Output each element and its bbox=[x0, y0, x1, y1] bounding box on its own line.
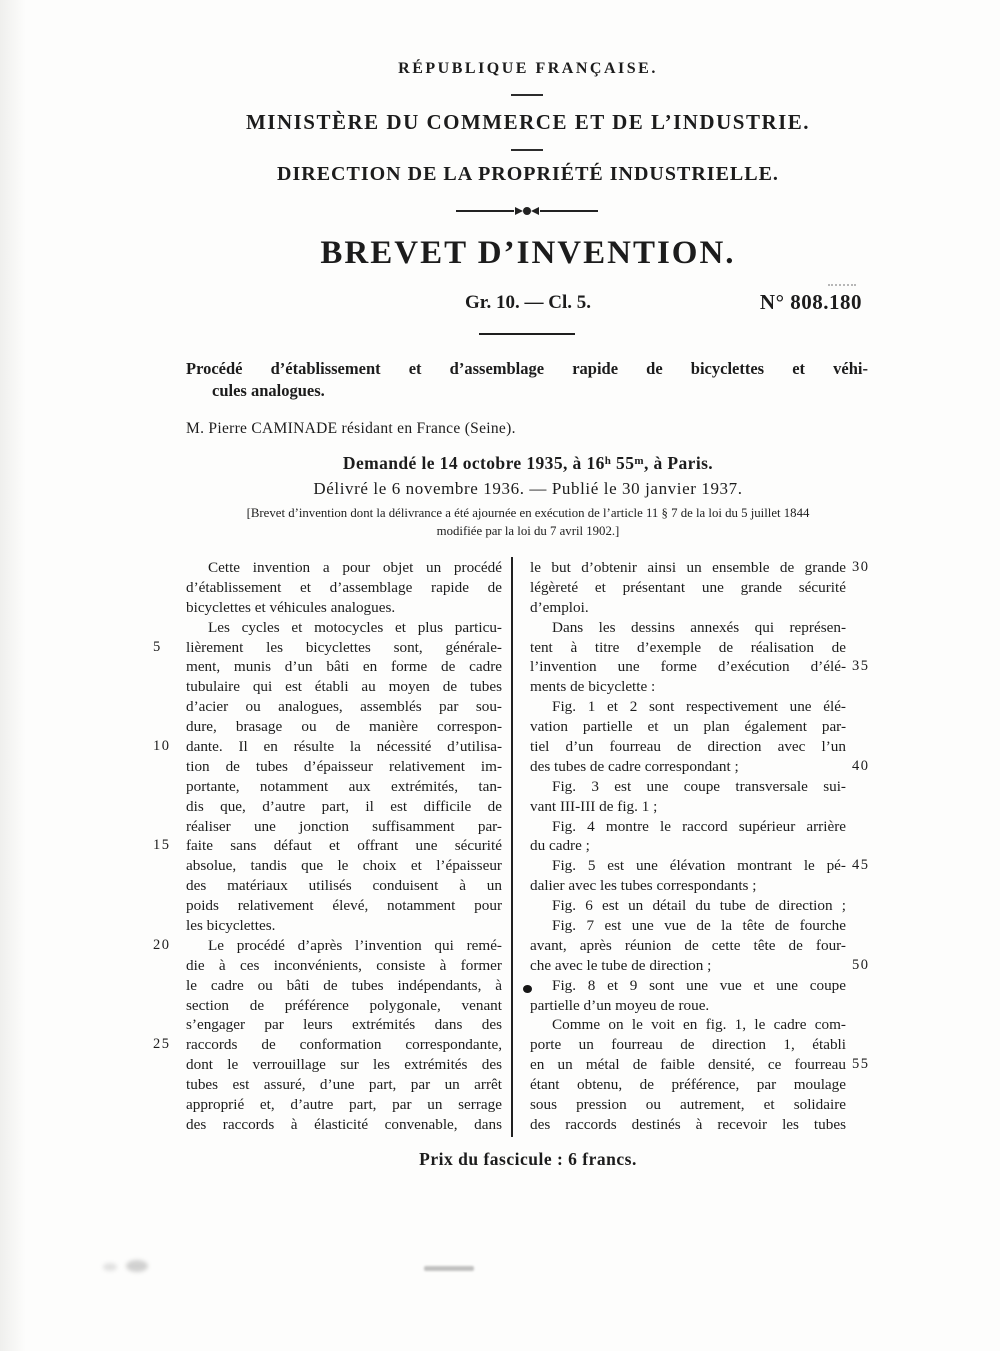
body-line-text: Dans les dessins annexés qui représen- bbox=[552, 618, 846, 636]
margin-line-number: 20 bbox=[153, 936, 171, 953]
body-line bbox=[186, 1115, 502, 1135]
body-line-text: Fig. 5 est une élévation montrant le pé- bbox=[552, 857, 846, 875]
body-line-text: vant III-III de fig. 1 ; bbox=[530, 797, 658, 815]
body-line-text: dante. Il en résulte la nécessité d’utilisa- bbox=[186, 738, 502, 756]
body-line bbox=[530, 1075, 846, 1095]
body-line bbox=[530, 856, 870, 876]
body-line bbox=[530, 697, 846, 717]
margin-line-number: 30 bbox=[852, 559, 870, 575]
body-line bbox=[186, 1055, 502, 1075]
ornament-bar bbox=[456, 210, 514, 212]
body-line bbox=[186, 956, 502, 976]
body-line-text: tent à titre d’exemple de réalisation de bbox=[530, 638, 846, 656]
body-line bbox=[530, 618, 846, 638]
body-line-text: tubulaire qui est établi au moyen de tubes bbox=[186, 678, 502, 696]
body-line-text: du cadre ; bbox=[530, 837, 590, 855]
body-line bbox=[186, 876, 502, 896]
margin-line-number: 40 bbox=[852, 757, 870, 774]
margin-line-number: 15 bbox=[153, 837, 171, 854]
body-line bbox=[530, 638, 846, 658]
body-line-text: réaliser une jonction suffisamment par- bbox=[186, 817, 502, 835]
body-line bbox=[186, 757, 502, 777]
invention-title-line1: Procédé d’établissement et d’assemblage rapide de bicyclettes et véhi- bbox=[186, 359, 868, 378]
body-line-text: tubes est assuré, d’une part, par un arrêt bbox=[186, 1076, 502, 1094]
body-line bbox=[186, 916, 502, 936]
body-line-text: ment, munis d’un bâti en forme de cadre bbox=[186, 658, 502, 676]
body-line bbox=[186, 717, 502, 737]
patent-number: N° 808.180 bbox=[759, 290, 862, 314]
body-line bbox=[530, 677, 846, 697]
body-line-text: le but d’obtenir ainsi un ensemble de grande bbox=[530, 559, 846, 576]
body-line-text: porte un fourreau de direction 1, établi bbox=[530, 1036, 846, 1054]
body-line-text: dure, brasage ou de manière correspon- bbox=[186, 718, 502, 736]
ministry-heading: MINISTÈRE DU COMMERCE ET DE L’INDUSTRIE. bbox=[245, 110, 811, 134]
body-right-column bbox=[530, 558, 870, 1135]
classification-row bbox=[56, 292, 1000, 314]
body-line bbox=[186, 896, 502, 916]
margin-line-number: 55 bbox=[852, 1056, 870, 1073]
body-line-text: raccords de conformation correspondante, bbox=[186, 1036, 502, 1054]
body-line-text: Fig. 7 est une vue de la tête de fourche bbox=[552, 917, 846, 935]
body-line bbox=[186, 777, 502, 797]
body-line-text: Fig. 8 et 9 sont une vue et une coupe bbox=[552, 976, 846, 994]
body-line-text: tion de tubes d’épaisseur relativement im- bbox=[186, 757, 502, 775]
body-line-text: die à ces inconvénients, consiste à former bbox=[186, 956, 502, 974]
body-line bbox=[530, 777, 846, 797]
body-line-text: absolue, tandis que le choix et l’épaisseur bbox=[186, 857, 502, 875]
price-line: Prix du fascicule : 6 francs. bbox=[419, 1149, 637, 1169]
body-line bbox=[186, 618, 502, 638]
body-line bbox=[530, 717, 846, 737]
invention-title-line2: cules analogues. bbox=[212, 380, 325, 400]
body-line bbox=[186, 578, 502, 598]
body-line-text: section de préférence polygonale, venant bbox=[186, 996, 502, 1014]
body-line bbox=[530, 657, 870, 677]
body-line bbox=[186, 1015, 502, 1035]
body-line bbox=[186, 598, 502, 618]
margin-line-number: 45 bbox=[852, 857, 870, 874]
grant-publication-line: Délivré le 6 novembre 1936. — Publié le 30 janvier 1937. bbox=[313, 479, 743, 498]
body-line-text: Fig. 4 montre le raccord supérieur arrière bbox=[552, 817, 846, 835]
body-line bbox=[153, 1035, 502, 1055]
body-line-text: Les cycles et motocycles et plus particu- bbox=[208, 618, 502, 636]
body-line bbox=[530, 558, 870, 578]
body-line bbox=[186, 1075, 502, 1095]
applicant-line: M. Pierre CAMINADE résidant en France (Seine). bbox=[186, 420, 516, 437]
body-line bbox=[153, 836, 502, 856]
body-line-text: des raccords destinés à recevoir les tubes bbox=[530, 1115, 846, 1133]
scan-artifact bbox=[424, 1266, 474, 1271]
body-line-text: dalier avec les tubes correspondants ; bbox=[530, 877, 757, 895]
body-line bbox=[530, 1115, 846, 1135]
body-line-text: faite sans défaut et offrant une sécurité bbox=[186, 837, 502, 855]
body-line-text: vation partielle et un plan également par- bbox=[530, 718, 846, 736]
scan-artifact bbox=[828, 284, 856, 286]
body-line bbox=[530, 916, 846, 936]
body-line-text: Le procédé d’après l’invention qui remé- bbox=[208, 936, 502, 954]
body-line-text: avant, après réunion de cette tête de four- bbox=[530, 936, 846, 954]
body-line bbox=[530, 578, 846, 598]
divider-rule bbox=[511, 149, 543, 151]
filing-date-text: 55 bbox=[611, 453, 635, 473]
legal-note-line2: modifiée par la loi du 7 avril 1902.] bbox=[436, 523, 620, 538]
body-line-text: dont le verrouillage sur les extrémités des bbox=[186, 1056, 502, 1074]
body-line bbox=[530, 876, 846, 896]
body-line-text: les bicyclettes. bbox=[186, 917, 276, 935]
body-line bbox=[186, 558, 502, 578]
filing-date-line bbox=[56, 453, 1000, 474]
body-line-text: le cadre ou bâti de tubes indépendants, à bbox=[186, 976, 502, 994]
body-line bbox=[530, 1055, 870, 1075]
body-line bbox=[530, 836, 846, 856]
margin-line-number: 5 bbox=[153, 638, 162, 655]
body-line-text: tiel d’un fourreau de direction avec l’un bbox=[530, 738, 846, 756]
body-line-text: l’invention une forme d’exécution d’élé- bbox=[530, 658, 846, 676]
body-line-text: Fig. 6 est un détail du tube de direction ; bbox=[552, 897, 846, 915]
filing-date-text: , à Paris. bbox=[643, 453, 714, 473]
body-line-text: d’acier ou analogues, assemblés par sou- bbox=[186, 698, 502, 716]
column-divider-rule bbox=[511, 557, 513, 1137]
legal-note bbox=[56, 505, 1000, 540]
body-line bbox=[530, 936, 846, 956]
superscript-m: m bbox=[634, 455, 644, 467]
body-line-text: Comme on le voit en fig. 1, le cadre com- bbox=[552, 1016, 846, 1034]
body-line bbox=[530, 996, 846, 1016]
margin-line-number: 10 bbox=[153, 738, 171, 755]
document-type-title: BREVET D’INVENTION. bbox=[320, 235, 736, 271]
invention-title bbox=[186, 358, 868, 401]
body-line-text: poids relativement élevé, notamment pour bbox=[186, 897, 502, 915]
body-line bbox=[530, 956, 870, 976]
right-arrow-ornament-icon bbox=[515, 207, 523, 215]
body-line bbox=[153, 936, 502, 956]
superscript-h: h bbox=[604, 455, 612, 467]
left-arrow-ornament-icon bbox=[531, 207, 539, 215]
body-line-text: Fig. 1 et 2 sont respectivement une élé- bbox=[552, 698, 846, 716]
body-line bbox=[530, 1095, 846, 1115]
body-line bbox=[530, 757, 870, 777]
body-line bbox=[186, 657, 502, 677]
body-line bbox=[186, 677, 502, 697]
body-line-text: Fig. 3 est une coupe transversale sui- bbox=[552, 777, 846, 795]
body-line-text: des tubes de cadre correspondant ; bbox=[530, 757, 739, 775]
body-line-text: en un métal de faible densité, ce fourreau bbox=[530, 1056, 846, 1074]
body-line-text: approprié et, d’autre part, par un serrage bbox=[186, 1096, 502, 1114]
body-line bbox=[530, 1035, 846, 1055]
body-line bbox=[186, 1095, 502, 1115]
body-line bbox=[186, 856, 502, 876]
filing-date-text: Demandé le 14 octobre 1935, à 16 bbox=[342, 453, 605, 473]
dot-ornament-icon bbox=[523, 207, 531, 215]
body-line-text: des raccords à élasticité convenable, dans bbox=[186, 1115, 502, 1133]
body-line-text: d’établissement et d’assemblage rapide de bbox=[186, 578, 502, 596]
body-line-text: s’engager par leurs extrémités dans des bbox=[186, 1016, 502, 1034]
divider-rule bbox=[479, 333, 575, 335]
body-line bbox=[530, 797, 846, 817]
margin-line-number: 50 bbox=[852, 956, 870, 973]
body-line-text: Cette invention a pour objet un procédé bbox=[208, 559, 502, 576]
body-line bbox=[186, 817, 502, 837]
body-line-text: des matériaux utilisés conduisent à un bbox=[186, 877, 502, 895]
body-line-text: bicyclettes et véhicules analogues. bbox=[186, 598, 396, 616]
body-line bbox=[153, 737, 502, 757]
body-line-text: d’emploi. bbox=[530, 598, 589, 616]
body-line bbox=[530, 896, 846, 916]
body-line-text: sous pression ou autrement, et solidaire bbox=[530, 1096, 846, 1114]
body-line-text: légèreté et présentant une grande sécurité bbox=[530, 578, 846, 596]
body-line-text: ments de bicyclette : bbox=[530, 678, 656, 696]
body-line bbox=[530, 1015, 846, 1035]
body-left-column bbox=[153, 558, 502, 1135]
body-line-text: lièrement les bicyclettes sont, générale- bbox=[186, 638, 502, 656]
divider-rule bbox=[511, 94, 543, 96]
margin-line-number: 25 bbox=[153, 1036, 171, 1053]
classification-label: Gr. 10. — Cl. 5. bbox=[465, 292, 591, 313]
ornament-divider bbox=[456, 207, 598, 215]
body-line bbox=[186, 697, 502, 717]
body-line bbox=[186, 797, 502, 817]
body-line bbox=[530, 817, 846, 837]
scan-artifact bbox=[126, 1260, 148, 1272]
body-line-text: portante, notamment aux extrémités, tan- bbox=[186, 777, 502, 795]
republic-heading: RÉPUBLIQUE FRANÇAISE. bbox=[398, 60, 658, 77]
body-line bbox=[186, 976, 502, 996]
body-line-text: che avec le tube de direction ; bbox=[530, 956, 712, 974]
body-line-text: étant obtenu, de préférence, par moulage bbox=[530, 1076, 846, 1094]
body-line bbox=[530, 976, 846, 996]
legal-note-line1: [Brevet d’invention dont la délivrance a été ajournée en exécution de l’article 11 § 7 de la loi du 5 juillet 1844 bbox=[246, 506, 810, 520]
ink-spot-artifact bbox=[523, 985, 532, 993]
body-line bbox=[153, 638, 502, 658]
body-line bbox=[530, 598, 846, 618]
direction-heading: DIRECTION DE LA PROPRIÉTÉ INDUSTRIELLE. bbox=[277, 163, 779, 185]
body-line bbox=[186, 996, 502, 1016]
body-line-text: partielle d’un moyeu de roue. bbox=[530, 996, 710, 1014]
ornament-bar bbox=[540, 210, 598, 212]
body-line bbox=[530, 737, 846, 757]
body-line-text: dis que, d’autre part, il est difficile de bbox=[186, 797, 502, 815]
scan-artifact bbox=[103, 1263, 117, 1271]
margin-line-number: 35 bbox=[852, 658, 870, 675]
